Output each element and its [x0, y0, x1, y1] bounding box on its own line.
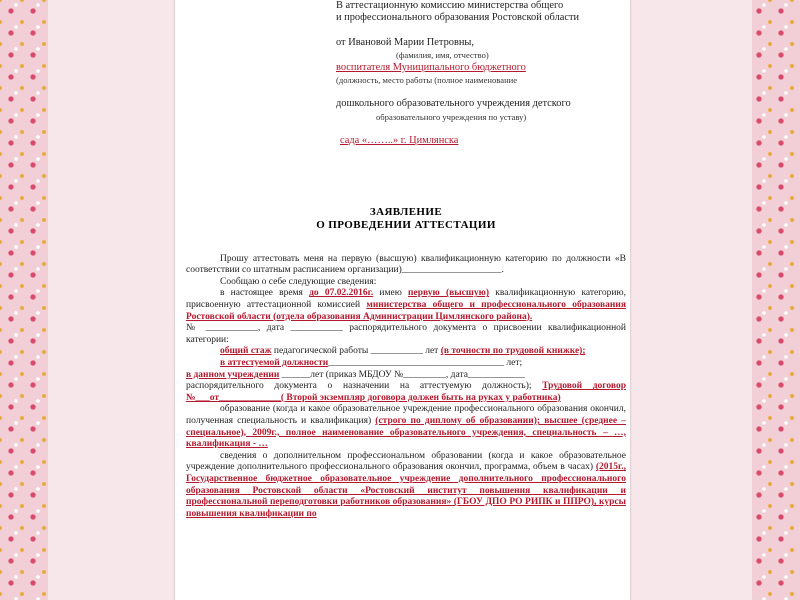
paragraph-additional-education: сведения о дополнительном профессиональном образовании (когда и какое образовательное учреждение дополнительного профессионального образования окончил, программа, объем в часах) (2015г., Государственное бюджетное образовательное учреждение дополнительного профессионального образования Ростовской области «Ростовский институт повышения квалификации и профессиональной переподготовки работников образования» (ГБОУ ДПО РО РИПК и ППРО), курсы повышения квалификации по: [186, 450, 626, 519]
paragraph-labor-contract: распорядительного документа о назначении на аттестуемую должность); Трудовой договор №___от_____________( Второй экземпляр договора должен быть на руках у работника): [186, 381, 626, 403]
garden-name: сада «……..» г. Цимлянска: [340, 135, 459, 147]
fio-note: (фамилия, имя, отчество): [396, 50, 489, 61]
document-page: [175, 0, 630, 600]
document-subtitle: О ПРОВЕДЕНИИ АТТЕСТАЦИИ: [316, 218, 496, 231]
paragraph-document-number: № ___________, дата ___________ распорядительного документа о присвоении квалификационной категории:: [186, 323, 626, 345]
paragraph-info-intro: Сообщаю о себе следующие сведения:: [220, 276, 377, 287]
paragraph-request: Прошу аттестовать меня на первую (высшую) квалификационную категорию по должности «В соответствии со штатным расписанием организации)_____________________.: [186, 253, 626, 276]
paragraph-institution-experience: в данном учреждении ______лет (приказ МБДОУ №_________, дата____________: [186, 369, 525, 380]
addressee-block: [336, 0, 626, 148]
position-note: (должность, место работы (полное наименование: [336, 75, 518, 86]
applicant-position: воспитателя Муниципального бюджетного: [336, 61, 526, 73]
institution-note: образовательного учреждения по уставу): [376, 111, 527, 122]
addressee-line-2: и профессионального образования Ростовской области: [336, 12, 580, 24]
paragraph-current-category: в настоящее время до 07.02.2016г. имею первую (высшую) квалификационную категорию, присвоенную аттестационной комиссией министерства общего и профессионального образования Ростовской области (отдела образования Администрации Цимлянского района).: [186, 288, 626, 322]
institution-line: дошкольного образовательного учреждения детского: [336, 98, 571, 110]
paragraph-total-experience: общий стаж педагогической работы ___________ лет (в точности по трудовой книжке);: [220, 346, 586, 357]
applicant-name: от Ивановой Марии Петровны,: [336, 36, 475, 48]
paragraph-education: образование (когда и какое образовательное учреждение профессионального образования окончил, полученная специальность и квалификация) (строго по диплому об образовании); высшее (среднее – специальное), 2009г., полное наименование образовательного учреждения, специальность – …, квалификация - …: [186, 404, 627, 450]
paragraph-position-experience: в аттестуемой должности_____________________________________ лет;: [220, 358, 523, 368]
application-body: [186, 254, 626, 521]
document-title: ЗАЯВЛЕНИЕ: [369, 205, 443, 218]
addressee-line-1: В аттестационную комиссию министерства общего: [336, 0, 564, 11]
